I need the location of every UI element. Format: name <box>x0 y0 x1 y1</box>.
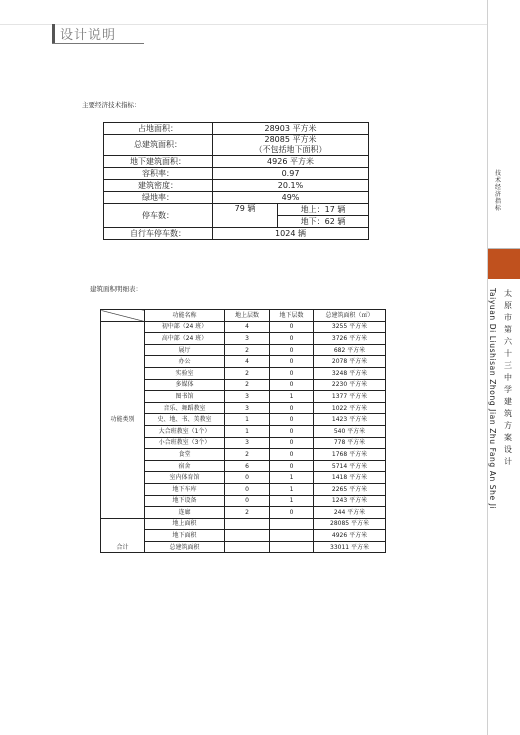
floors-below: 0 <box>270 344 314 356</box>
empty-cell <box>270 518 314 530</box>
column-header: 总建筑面积（㎡） <box>314 310 386 322</box>
floor-area: 5714 平方米 <box>314 460 386 472</box>
function-name: 室内体育馆 <box>145 472 225 484</box>
indicator-label: 建筑密度： <box>104 180 213 192</box>
total-row <box>101 518 386 530</box>
table-row <box>104 135 369 156</box>
indicator-label: 占地面积： <box>104 123 213 135</box>
floors-above: 4 <box>225 356 270 368</box>
function-name: 大合班教室（1个） <box>145 425 225 437</box>
floors-above: 4 <box>225 321 270 333</box>
sidebar-accent-block <box>488 249 520 279</box>
floors-above: 2 <box>225 449 270 461</box>
floors-above: 1 <box>225 425 270 437</box>
function-name: 宿舍 <box>145 460 225 472</box>
floor-area: 778 平方米 <box>314 437 386 449</box>
table-row <box>104 180 369 192</box>
function-name: 食堂 <box>145 449 225 461</box>
floors-below: 1 <box>270 483 314 495</box>
total-group-label: 合计 <box>101 518 145 553</box>
floors-below: 1 <box>270 472 314 484</box>
floors-below: 1 <box>270 495 314 507</box>
total-name: 地下面积 <box>145 530 225 542</box>
indicator-value: 20.1% <box>213 180 369 192</box>
function-name: 多媒体 <box>145 379 225 391</box>
sidebar-pinyin <box>487 288 497 528</box>
floors-below: 1 <box>270 391 314 403</box>
floor-area: 1022 平方米 <box>314 402 386 414</box>
parking-below: 地下：62 辆 <box>278 216 369 228</box>
header-diagonal-cell <box>101 310 145 322</box>
sidebar-pinyin-text: Taiyuan Di Liushisan Zhong Jian Zhu Fang An She Ji <box>488 288 497 510</box>
function-name: 音乐、舞蹈教室 <box>145 402 225 414</box>
table-header-row <box>101 310 386 322</box>
total-name: 总建筑面积 <box>145 541 225 553</box>
floor-area: 682 平方米 <box>314 344 386 356</box>
total-area: 33011 平方米 <box>314 541 386 553</box>
table-row <box>104 228 369 240</box>
floors-below: 0 <box>270 507 314 519</box>
table-row <box>104 168 369 180</box>
indicator-value-note: （不包括地下面积） <box>254 145 327 154</box>
parking-above: 地上：17 辆 <box>278 204 369 216</box>
floors-above: 0 <box>225 472 270 484</box>
floors-below: 0 <box>270 437 314 449</box>
floors-above: 3 <box>225 391 270 403</box>
sidebar-section-label: 技术经济指标 <box>494 170 501 212</box>
floor-area: 2078 平方米 <box>314 356 386 368</box>
floors-below: 0 <box>270 414 314 426</box>
indicator-value: 0.97 <box>213 168 369 180</box>
group-label: 功能类别 <box>101 321 145 518</box>
function-name: 连廊 <box>145 507 225 519</box>
indicator-label: 总建筑面积： <box>104 135 213 156</box>
indicator-label: 绿地率： <box>104 192 213 204</box>
section-title-indicators: 主要经济技术指标： <box>82 101 141 109</box>
table-row <box>104 192 369 204</box>
floor-area: 1418 平方米 <box>314 472 386 484</box>
indicators-table <box>103 122 369 240</box>
indicator-value <box>213 135 369 156</box>
header-underline <box>52 43 144 44</box>
indicator-label: 地下建筑面积： <box>104 156 213 168</box>
column-header: 功能名称 <box>145 310 225 322</box>
function-name: 小合班教室（3个） <box>145 437 225 449</box>
function-name: 地下设备 <box>145 495 225 507</box>
table-row <box>104 204 369 216</box>
indicator-value: 49% <box>213 192 369 204</box>
section-title-area-breakdown: 建筑面积明细表： <box>90 285 142 293</box>
indicator-label: 容积率： <box>104 168 213 180</box>
floor-area: 2230 平方米 <box>314 379 386 391</box>
floors-below: 0 <box>270 321 314 333</box>
floors-above: 2 <box>225 507 270 519</box>
page-title: 设计说明 <box>60 28 117 43</box>
floor-area: 3726 平方米 <box>314 333 386 345</box>
table-row <box>104 156 369 168</box>
indicator-value: 1024 辆 <box>213 228 369 240</box>
indicator-label: 自行车停车数： <box>104 228 213 240</box>
indicator-value: 28903 平方米 <box>213 123 369 135</box>
function-name: 实验室 <box>145 367 225 379</box>
parking-total: 79 辆 <box>213 204 278 228</box>
floors-below: 0 <box>270 460 314 472</box>
floor-area: 3248 平方米 <box>314 367 386 379</box>
floors-above: 0 <box>225 483 270 495</box>
empty-cell <box>225 541 270 553</box>
function-name: 展厅 <box>145 344 225 356</box>
function-name: 办公 <box>145 356 225 368</box>
function-name: 高中部（24 班） <box>145 333 225 345</box>
floor-area: 1423 平方米 <box>314 414 386 426</box>
floors-above: 3 <box>225 437 270 449</box>
floor-area: 244 平方米 <box>314 507 386 519</box>
floors-above: 3 <box>225 333 270 345</box>
total-name: 地上面积 <box>145 518 225 530</box>
header-accent-bar <box>52 24 55 44</box>
floors-below: 0 <box>270 402 314 414</box>
total-area: 28085 平方米 <box>314 518 386 530</box>
floor-area: 540 平方米 <box>314 425 386 437</box>
sidebar-project-title: 太原市第六十三中学建筑方案设计 <box>504 289 512 466</box>
function-name: 初中部（24 班） <box>145 321 225 333</box>
function-name: 图书馆 <box>145 391 225 403</box>
floors-above: 1 <box>225 414 270 426</box>
column-header: 地下层数 <box>270 310 314 322</box>
function-name: 史、地、书、美教室 <box>145 414 225 426</box>
table-row <box>101 321 386 333</box>
floor-area: 3255 平方米 <box>314 321 386 333</box>
total-area: 4926 平方米 <box>314 530 386 542</box>
empty-cell <box>270 541 314 553</box>
floor-area: 1377 平方米 <box>314 391 386 403</box>
table-row <box>104 123 369 135</box>
floor-area: 1768 平方米 <box>314 449 386 461</box>
empty-cell <box>270 530 314 542</box>
floor-area: 1243 平方米 <box>314 495 386 507</box>
indicator-label: 停车数： <box>104 204 213 228</box>
function-name: 地下车库 <box>145 483 225 495</box>
floors-below: 0 <box>270 356 314 368</box>
floors-below: 0 <box>270 449 314 461</box>
floors-above: 2 <box>225 344 270 356</box>
floors-below: 0 <box>270 379 314 391</box>
area-breakdown-table <box>100 309 386 553</box>
empty-cell <box>225 518 270 530</box>
empty-cell <box>225 530 270 542</box>
floors-above: 6 <box>225 460 270 472</box>
floors-below: 0 <box>270 425 314 437</box>
indicator-value: 4926 平方米 <box>213 156 369 168</box>
floors-below: 0 <box>270 333 314 345</box>
floors-above: 2 <box>225 367 270 379</box>
floors-above: 3 <box>225 402 270 414</box>
column-header: 地上层数 <box>225 310 270 322</box>
floor-area: 2265 平方米 <box>314 483 386 495</box>
floors-above: 2 <box>225 379 270 391</box>
floors-below: 0 <box>270 367 314 379</box>
floors-above: 0 <box>225 495 270 507</box>
indicator-value-main: 28085 平方米 <box>264 135 317 144</box>
